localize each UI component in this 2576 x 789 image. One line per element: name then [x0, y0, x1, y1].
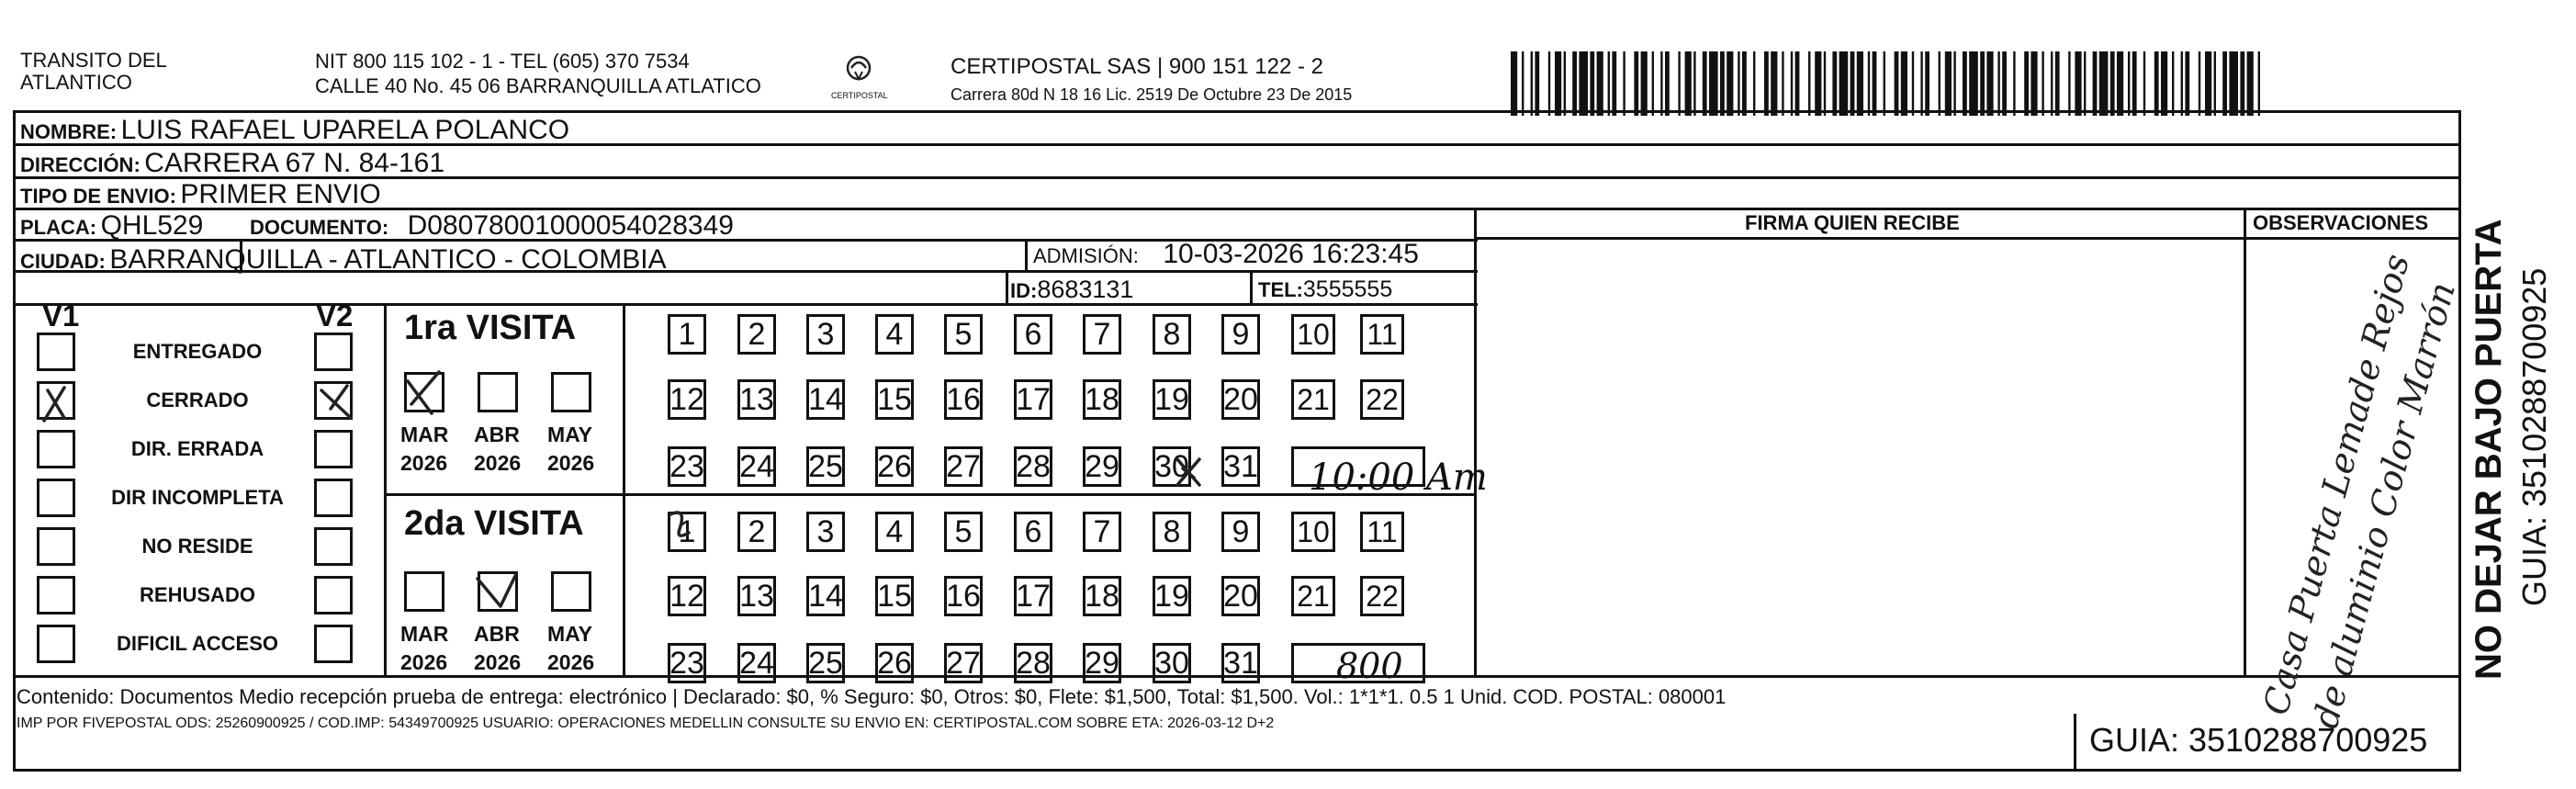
day-checkbox[interactable]: 28 — [1014, 643, 1052, 683]
placa-label: PLACA: — [20, 216, 97, 239]
day-checkbox[interactable]: 23 — [668, 446, 706, 487]
month-label: ABR — [474, 622, 520, 646]
carrier-line: CERTIPOSTAL SAS | 900 151 122 - 2 — [951, 54, 1323, 79]
side-guia: GUIA: 3510288700925 — [2515, 267, 2553, 606]
year-label: 2026 — [400, 451, 448, 475]
day-checkbox[interactable]: 21 — [1291, 379, 1335, 420]
day-checkbox[interactable]: 5 — [944, 512, 983, 552]
day-checkbox[interactable]: 14 — [806, 379, 845, 420]
reason-label: DIR. ERRADA — [130, 437, 264, 460]
day-checkbox[interactable]: 4 — [875, 314, 914, 355]
day-checkbox[interactable]: 22 — [1360, 576, 1404, 616]
day-checkbox[interactable]: 8 — [1153, 512, 1191, 552]
reason-label: DIR INCOMPLETA — [111, 486, 284, 509]
day-checkbox[interactable]: 20 — [1221, 379, 1260, 420]
sender-nit-line: NIT 800 115 102 - 1 - TEL (605) 370 7534 — [315, 50, 690, 73]
day-checkbox[interactable]: 13 — [737, 576, 776, 616]
year-label: 2026 — [547, 451, 595, 475]
day-checkbox[interactable]: 10 — [1291, 314, 1335, 355]
tipo-envio-label: TIPO DE ENVIO: — [20, 185, 176, 208]
day-checkbox[interactable]: 7 — [1083, 314, 1121, 355]
day-checkbox[interactable]: 15 — [875, 576, 914, 616]
firma-label: FIRMA QUIEN RECIBE — [1745, 211, 1960, 234]
day-checkbox[interactable]: 9 — [1221, 512, 1260, 552]
carrier-license: Carrera 80d N 18 16 Lic. 2519 De Octubre 23 De 2015 — [951, 85, 1353, 104]
sender-name: TRANSITO DEL ATLANTICO — [20, 49, 166, 94]
day-checkbox[interactable]: 10 — [1291, 512, 1335, 552]
day-checkbox[interactable]: 18 — [1083, 379, 1121, 420]
ciudad-label: CIUDAD: — [20, 250, 106, 273]
day-checkbox[interactable]: 15 — [875, 379, 914, 420]
documento-value: D08078001000054028349 — [407, 210, 734, 241]
placa-value: QHL529 — [100, 210, 204, 241]
reason-label: REHUSADO — [140, 583, 255, 606]
day-checkbox[interactable]: 25 — [806, 446, 845, 487]
visit1-title: 1ra VISITA — [404, 309, 577, 347]
day-checkbox[interactable]: 24 — [737, 446, 776, 487]
day-checkbox[interactable]: 1 — [668, 314, 706, 355]
year-label: 2026 — [547, 650, 595, 674]
observaciones-label: OBSERVACIONES — [2253, 211, 2429, 234]
day-checkbox[interactable]: 22 — [1360, 379, 1404, 420]
month-label: MAY — [547, 622, 592, 646]
day-checkbox[interactable]: 14 — [806, 576, 845, 616]
direccion-value: CARRERA 67 N. 84-161 — [144, 148, 445, 178]
day-checkbox[interactable]: 24 — [737, 643, 776, 683]
day-checkbox[interactable]: 29 — [1083, 643, 1121, 683]
observation-note: Casa Puerta Lemade Rejos de aluminio Color Marrón — [2255, 249, 2463, 733]
reason-label: CERRADO — [146, 389, 249, 411]
day-checkbox[interactable]: 13 — [737, 379, 776, 420]
day-checkbox[interactable]: 26 — [875, 643, 914, 683]
no-dejar-bajo-puerta: NO DEJAR BAJO PUERTA — [2469, 219, 2509, 680]
day-checkbox[interactable]: 16 — [944, 379, 983, 420]
visit2-title: 2da VISITA — [404, 504, 584, 543]
year-label: 2026 — [474, 650, 522, 674]
nombre-value: LUIS RAFAEL UPARELA POLANCO — [120, 115, 570, 145]
day-checkbox[interactable]: 3 — [806, 314, 845, 355]
day-checkbox[interactable]: 9 — [1221, 314, 1260, 355]
footer-guia: GUIA: 3510288700925 — [2089, 721, 2428, 759]
admision-label: ADMISIÓN: — [1033, 244, 1139, 267]
day-checkbox[interactable]: 8 — [1153, 314, 1191, 355]
day-checkbox[interactable]: 19 — [1153, 576, 1191, 616]
day-checkbox[interactable]: 6 — [1014, 512, 1052, 552]
month-label: MAR — [400, 423, 449, 446]
day-checkbox[interactable]: 30 — [1153, 643, 1191, 683]
day-checkbox[interactable]: 7 — [1083, 512, 1121, 552]
ciudad-value: BARRANQUILLA - ATLANTICO - COLOMBIA — [109, 244, 667, 275]
month-label: ABR — [474, 423, 520, 446]
day-checkbox[interactable]: 3 — [806, 512, 845, 552]
tipo-envio-value: PRIMER ENVIO — [180, 179, 381, 209]
day-checkbox[interactable]: 1 — [668, 512, 706, 552]
month-label: MAY — [547, 423, 592, 446]
v1-label: V1 — [42, 299, 80, 333]
day-checkbox[interactable]: 4 — [875, 512, 914, 552]
year-label: 2026 — [474, 451, 522, 475]
logo-text: CERTIPOSTAL — [831, 91, 888, 100]
reason-label: DIFICIL ACCESO — [116, 632, 278, 655]
day-checkbox[interactable]: 29 — [1083, 446, 1121, 487]
day-checkbox[interactable]: 5 — [944, 314, 983, 355]
nombre-label: NOMBRE: — [20, 120, 118, 143]
day-checkbox[interactable]: 2 — [737, 314, 776, 355]
day-checkbox[interactable]: 28 — [1014, 446, 1052, 487]
day-checkbox[interactable]: 12 — [668, 379, 706, 420]
day-checkbox[interactable]: 6 — [1014, 314, 1052, 355]
day-checkbox[interactable]: 30 — [1153, 446, 1191, 487]
v2-label: V2 — [316, 299, 354, 333]
year-label: 2026 — [400, 650, 448, 674]
reason-label: ENTREGADO — [132, 340, 263, 363]
day-checkbox[interactable]: 17 — [1014, 576, 1052, 616]
direccion-label: DIRECCIÓN: — [20, 153, 141, 176]
day-checkbox[interactable]: 26 — [875, 446, 914, 487]
day-checkbox[interactable]: 2 — [737, 512, 776, 552]
day-checkbox[interactable]: 21 — [1291, 576, 1335, 616]
day-checkbox[interactable]: 31 — [1221, 643, 1260, 683]
month-label: MAR — [400, 622, 449, 646]
day-checkbox[interactable]: 27 — [944, 643, 983, 683]
tel-value: 3555555 — [1302, 276, 1393, 302]
day-checkbox[interactable]: 17 — [1014, 379, 1052, 420]
documento-label: DOCUMENTO: — [250, 216, 389, 239]
day-checkbox[interactable]: 23 — [668, 643, 706, 683]
id-label: ID: — [1010, 279, 1038, 302]
day-checkbox[interactable]: 16 — [944, 576, 983, 616]
tel-label: TEL: — [1258, 278, 1303, 301]
day-checkbox[interactable]: 19 — [1153, 379, 1191, 420]
admision-value: 10-03-2026 16:23:45 — [1163, 239, 1419, 269]
day-checkbox[interactable]: 25 — [806, 643, 845, 683]
day-checkbox[interactable]: 18 — [1083, 576, 1121, 616]
day-checkbox[interactable]: 12 — [668, 576, 706, 616]
day-checkbox[interactable]: 31 — [1221, 446, 1260, 487]
id-value: 8683131 — [1037, 276, 1134, 303]
sender-address-line: CALLE 40 No. 45 06 BARRANQUILLA ATLATICO — [315, 74, 761, 97]
day-checkbox[interactable]: 20 — [1221, 576, 1260, 616]
day-checkbox[interactable]: 11 — [1360, 314, 1404, 355]
visit1-time-note: 10:00 Am — [1309, 456, 1488, 499]
footer-contenido: Contenido: Documentos Medio recepción prueba de entrega: electrónico | Declarado: $0, % Seguro: $0, Otros: $0, Flete: $1,500, Total: $1,500. Vol.: 1*1*1. 0.5 1 Unid. COD. POSTAL: 080001 — [17, 685, 1727, 708]
day-checkbox[interactable]: 11 — [1360, 512, 1404, 552]
reason-label: NO RESIDE — [141, 535, 253, 558]
day-checkbox[interactable]: 27 — [944, 446, 983, 487]
footer-imp: IMP POR FIVEPOSTAL ODS: 25260900925 / COD.IMP: 54349700925 USUARIO: OPERACIONES MEDELLIN CONSULTE SU ENVIO EN: CERTIPOSTAL.COM SOBRE ETA: 2026-03-12 D+2 — [17, 716, 1275, 731]
visit2-time-note: 800 — [1336, 646, 1403, 686]
